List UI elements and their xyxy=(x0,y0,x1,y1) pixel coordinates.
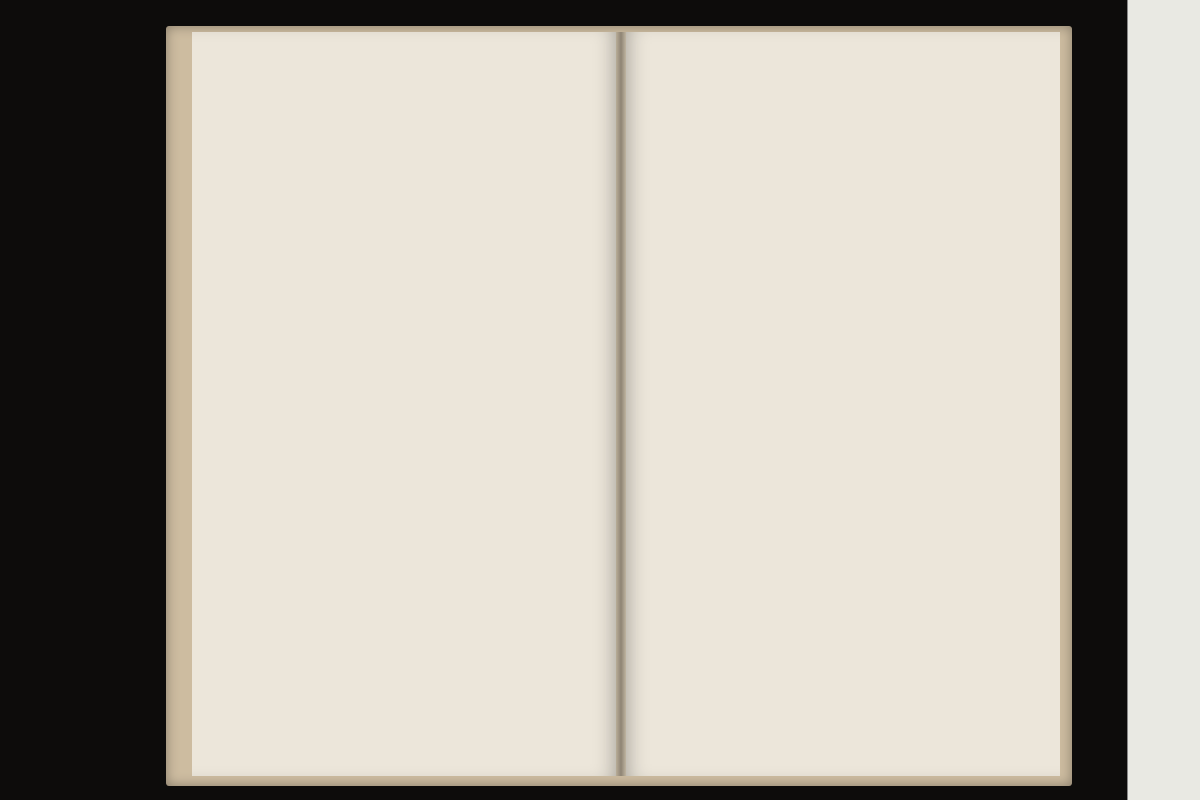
right-page xyxy=(622,32,1060,776)
book-gutter xyxy=(616,32,626,776)
left-page xyxy=(192,32,620,776)
measurement-ruler xyxy=(1127,0,1200,800)
